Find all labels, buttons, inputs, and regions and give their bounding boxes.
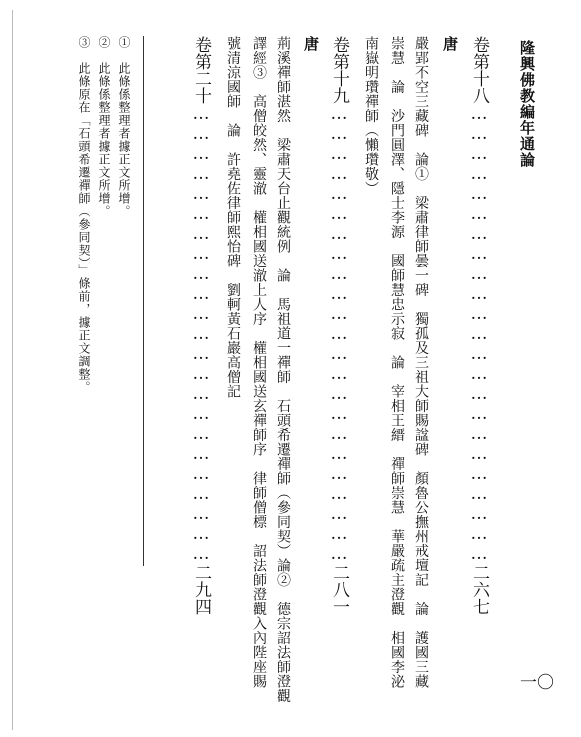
footnote: ① 此條係整理者據正文所增。	[117, 36, 131, 218]
leader-dots: ……………………………………………………………	[191, 104, 211, 564]
dynasty-label: 唐	[441, 36, 459, 51]
footnote-rule	[143, 36, 144, 566]
dynasty-label: 唐	[302, 36, 320, 51]
toc-entry-line: 號清涼國師 論 許堯佐律師熙怡碑 劉軻黃石巖高僧記	[225, 36, 241, 399]
volume-page: 二六七	[469, 564, 489, 615]
toc-entry-line: 荊溪禪師湛然 梁肅天台止觀統例 論 馬祖道一禪師 石頭希遷禪師（參同契）論② 德宗詔法師澄觀	[275, 36, 291, 703]
volume-title: 卷第十八	[469, 36, 489, 104]
volume-title: 卷第十九	[329, 36, 349, 104]
toc-entry-line: 崇慧 論 沙門圓澤、隱士李源 國師慧忠示寂 論 宰相王縉 禪師崇慧 華嚴疏主澄觀 相國李泌	[389, 36, 405, 689]
footnote: ② 此條係整理者據正文所增。	[97, 36, 111, 218]
volume-title: 卷第二十	[191, 36, 211, 104]
leader-dots: ……………………………………………………………	[329, 104, 349, 564]
volume-18-heading	[470, 36, 487, 615]
volume-20-heading	[192, 36, 209, 615]
volume-19-heading	[330, 36, 347, 615]
volume-page: 二九四	[191, 564, 211, 615]
page-number: 一〇	[520, 673, 554, 693]
footnote: ③ 此條原在「石頭希遷禪師（參同契）」條前，據正文調整。	[77, 36, 91, 394]
toc-entry-line: 譯經③ 高僧皎然、靈澈 權相國送澈上人序 權相國送玄禪師序 律師僧標 詔法師澄觀入內陛座賜	[251, 36, 267, 689]
running-title: 隆興佛教編年通論	[518, 40, 536, 168]
leader-dots: ……………………………………………………………	[469, 104, 489, 564]
volume-page: 二八一	[329, 564, 349, 615]
toc-entry-line: 南嶽明瓚禪師（懶瓚敬）	[363, 36, 379, 196]
toc-entry-line: 嚴郢不空三藏碑 論① 梁肅律師曇一碑 獨孤及三祖大師賜諡碑 顏魯公撫州戒壇記 論 護國三藏	[413, 36, 429, 689]
